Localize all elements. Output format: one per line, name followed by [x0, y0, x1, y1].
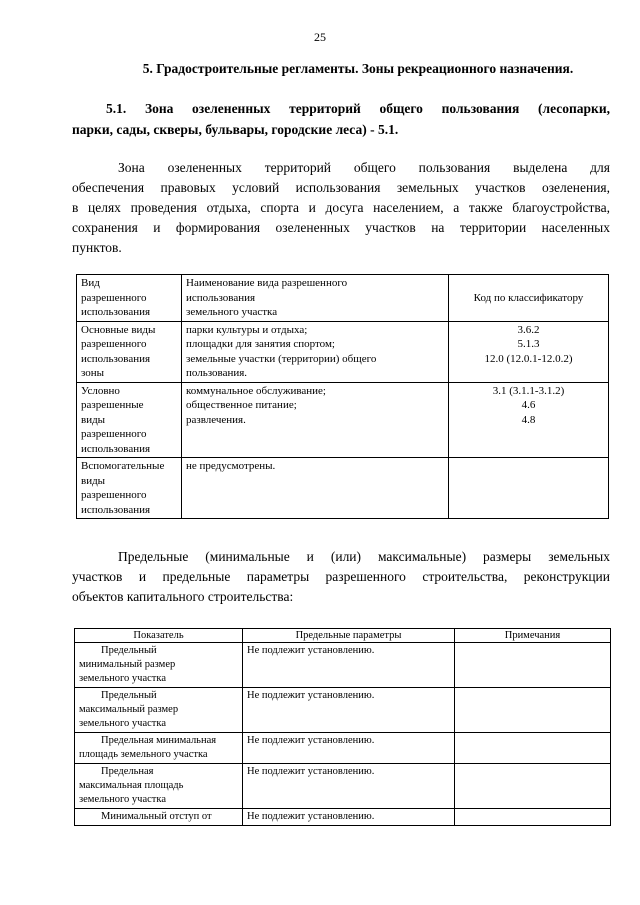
paragraph-line: обеспечения правовых условий использования земельных участков озеленения, — [72, 180, 610, 195]
indicator-cell: Предельная минимальная площадь земельного участка — [75, 733, 243, 764]
indicator-cell: Предельный максимальный размер земельного участка — [75, 688, 243, 733]
table-header-row — [77, 275, 609, 322]
subsection-title-line: парки, сады, скверы, бульвары, городские леса) - 5.1. — [72, 122, 399, 137]
indicator-cell: Предельная максимальная площадь земельного участка — [75, 764, 243, 809]
table-row — [75, 809, 611, 826]
parameter-cell: Не подлежит установлению. — [243, 764, 455, 809]
table-row — [77, 382, 609, 458]
table-row — [75, 688, 611, 733]
use-name-cell: не предусмотрены. — [182, 458, 449, 519]
use-code-cell: 3.6.2 5.1.3 12.0 (12.0.1-12.0.2) — [449, 321, 609, 382]
paragraph-line: Зона озелененных территорий общего пользования выделена для — [118, 160, 610, 175]
use-kind-cell: Условно разрешенные виды разрешенного использования — [77, 382, 182, 458]
paragraph-line: в целях проведения отдыха, спорта и досуга населением, а также благоустройства, — [72, 200, 610, 215]
note-cell — [455, 809, 611, 826]
paragraph-line: пунктов. — [72, 240, 122, 255]
table-row — [77, 321, 609, 382]
table-row — [75, 764, 611, 809]
paragraph-line: сохранения и формирования озелененных участков на территории населенных — [72, 220, 610, 235]
page-number: 25 — [314, 30, 326, 44]
parameter-cell: Не подлежит установлению. — [243, 688, 455, 733]
paragraph-line: Предельные (минимальные и (или) максимальные) размеры земельных — [118, 549, 610, 564]
paragraph-line: объектов капитального строительства: — [72, 589, 294, 604]
note-cell — [455, 733, 611, 764]
limits-table — [74, 628, 611, 826]
limits-paragraph — [72, 547, 610, 607]
table-row — [75, 643, 611, 688]
subsection-title — [72, 98, 610, 140]
header-code: Код по классификатору — [449, 275, 609, 322]
use-kind-cell: Вспомогательные виды разрешенного использования — [77, 458, 182, 519]
use-name-cell: парки культуры и отдыха; площадки для занятия спортом; земельные участки (территории) общего пользования. — [182, 321, 449, 382]
header-name: Наименование вида разрешенного использования земельного участка — [182, 275, 449, 322]
intro-paragraph — [72, 158, 610, 258]
permitted-uses-table — [76, 274, 609, 519]
indicator-cell: Минимальный отступ от — [75, 809, 243, 826]
note-cell — [455, 688, 611, 733]
parameter-cell: Не подлежит установлению. — [243, 643, 455, 688]
parameter-cell: Не подлежит установлению. — [243, 733, 455, 764]
header-parameters: Предельные параметры — [243, 629, 455, 643]
header-notes: Примечания — [455, 629, 611, 643]
use-code-cell — [449, 458, 609, 519]
table-row — [77, 458, 609, 519]
note-cell — [455, 764, 611, 809]
use-kind-cell: Основные виды разрешенного использования зоны — [77, 321, 182, 382]
use-code-cell: 3.1 (3.1.1-3.1.2) 4.6 4.8 — [449, 382, 609, 458]
parameter-cell: Не подлежит установлению. — [243, 809, 455, 826]
header-kind: Вид разрешенного использования — [77, 275, 182, 322]
note-cell — [455, 643, 611, 688]
use-name-cell: коммунальное обслуживание; общественное питание; развлечения. — [182, 382, 449, 458]
indicator-cell: Предельный минимальный размер земельного участка — [75, 643, 243, 688]
table-row — [75, 733, 611, 764]
subsection-title-line: 5.1. Зона озелененных территорий общего пользования (лесопарки, — [106, 101, 610, 116]
section-title: 5. Градостроительные регламенты. Зоны рекреационного назначения. — [142, 61, 574, 76]
paragraph-line: участков и предельные параметры разрешенного строительства, реконструкции — [72, 569, 610, 584]
table-header-row — [75, 629, 611, 643]
header-indicator: Показатель — [75, 629, 243, 643]
